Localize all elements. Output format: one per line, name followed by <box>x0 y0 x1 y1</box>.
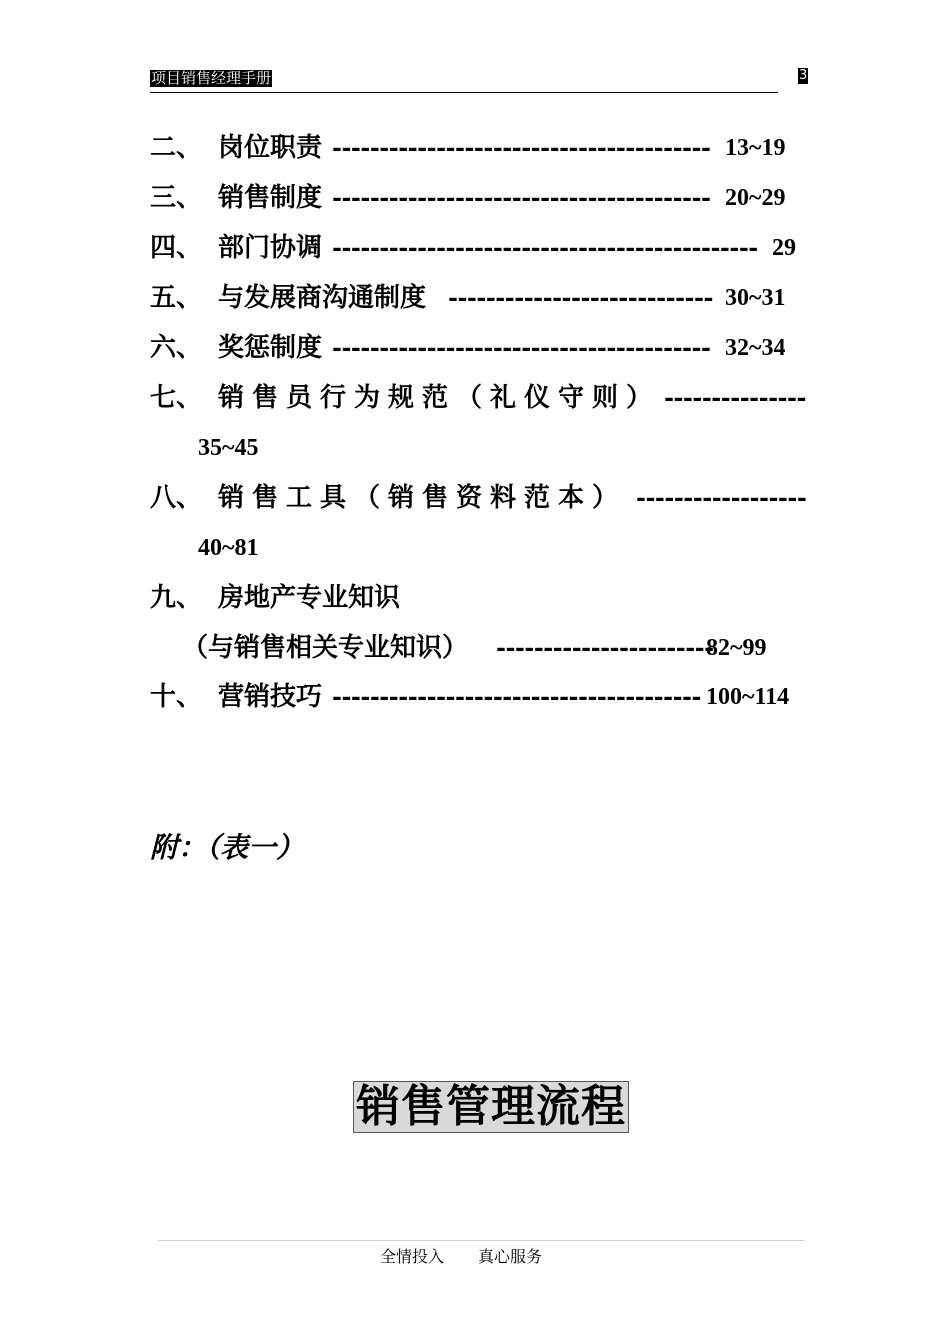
toc-entry-title: 销售员行为规范（礼仪守则） <box>218 383 661 413</box>
page-number: 3 <box>799 68 808 83</box>
footer-divider <box>158 1240 804 1241</box>
appendix-label: 附：（表一） <box>150 831 305 864</box>
toc-entry-number: 十、 <box>150 682 203 712</box>
toc-entry-pages: 100~114 <box>706 684 790 710</box>
toc-leader: ----------------------- <box>496 633 714 662</box>
toc-entry-number: 九、 <box>150 583 203 613</box>
toc-entry-title: 奖惩制度 <box>218 333 323 363</box>
toc-entry-pages: 32~34 <box>725 335 786 361</box>
toc-entry-pages: 29 <box>772 235 796 261</box>
page-header <box>150 66 778 93</box>
toc-entry-number: 五、 <box>150 283 203 313</box>
toc-leader: --------------- <box>664 383 806 412</box>
toc-entry-pages: 20~29 <box>725 185 786 211</box>
toc-entry-pages: 82~99 <box>706 635 767 661</box>
toc-leader: --------------------------------------------- <box>332 233 758 262</box>
toc-entry-title: 房地产专业知识 <box>218 583 401 613</box>
toc-entry-title: 岗位职责 <box>218 133 323 163</box>
toc-entry-subtitle: （与销售相关专业知识） <box>182 633 469 663</box>
toc-entry-title: 与发展商沟通制度 <box>218 283 427 313</box>
page-footer <box>380 1244 542 1267</box>
header-title: 项目销售经理手册 <box>151 69 272 87</box>
toc-entry-title: 营销技巧 <box>218 682 323 712</box>
footer-slogan-left: 全情投入 <box>380 1247 445 1266</box>
toc-entry-number: 三、 <box>150 183 203 213</box>
toc-entry-pages: 40~81 <box>198 535 259 561</box>
toc-leader: ------------------ <box>636 483 807 512</box>
toc-leader: ---------------------------------------- <box>332 133 711 162</box>
toc-entry-pages: 30~31 <box>725 285 786 311</box>
toc-entry-number: 六、 <box>150 333 203 363</box>
toc-leader: ---------------------------------------- <box>332 333 711 362</box>
footer-slogan-right: 真心服务 <box>478 1247 543 1266</box>
toc-entry-number: 八、 <box>150 483 203 513</box>
toc-entry-title: 部门协调 <box>218 233 323 263</box>
toc-entry-pages: 35~45 <box>198 435 259 461</box>
section-title: 销售管理流程 <box>353 1081 629 1133</box>
toc-leader: --------------------------------------- <box>332 682 701 711</box>
toc-leader: ---------------------------------------- <box>332 183 711 212</box>
toc-entry-pages: 13~19 <box>725 135 786 161</box>
toc-entry-number: 二、 <box>150 133 203 163</box>
toc-entry-number: 四、 <box>150 233 203 263</box>
toc-entry-number: 七、 <box>150 383 203 413</box>
toc-entry-title: 销售工具（销售资料范本） <box>218 483 627 513</box>
toc-entry-title: 销售制度 <box>218 183 323 213</box>
toc-leader: ---------------------------- <box>448 283 713 312</box>
